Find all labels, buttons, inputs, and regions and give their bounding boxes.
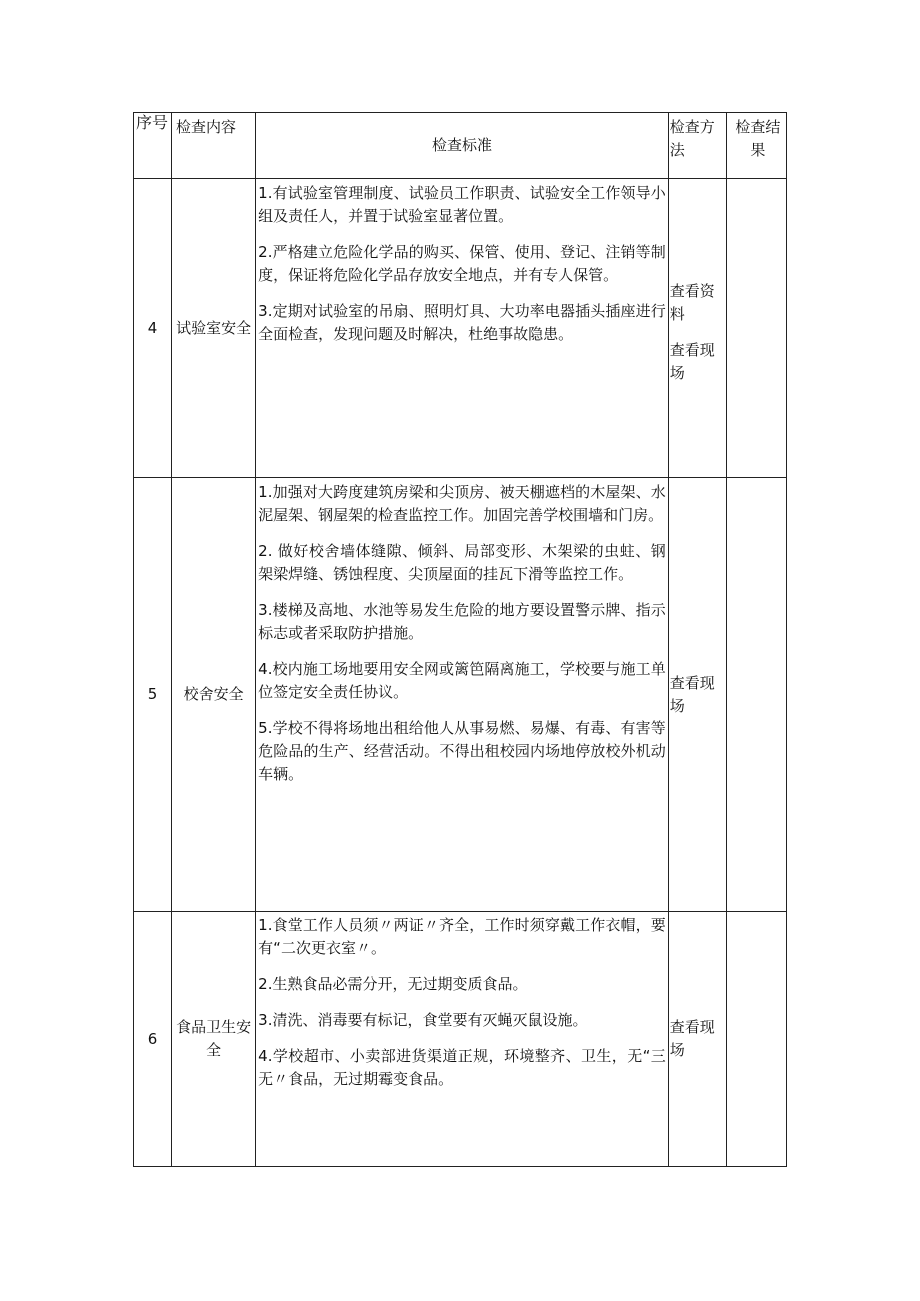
row-methods (668, 912, 726, 1167)
row-result (726, 912, 786, 1167)
standard-item: 2.严格建立危险化学品的购买、保管、使用、登记、注销等制度，保证将危险化学品存放安全地点，并有专人保管。 (258, 243, 666, 284)
row-item: 校舍安全 (172, 478, 256, 912)
row-standards (256, 179, 669, 478)
standard-item: 1.有试验室管理制度、试验员工作职责、试验安全工作领导小组及责任人，并置于试验室显著位置。 (258, 184, 666, 225)
row-methods (668, 478, 726, 912)
standard-item: 4.校内施工场地要用安全网或篱笆隔离施工，学校要与施工单位签定安全责任协议。 (258, 660, 666, 701)
standard-item: 3.定期对试验室的吊扇、照明灯具、大功率电器插头插座进行全面检查，发现问题及时解决，杜绝事故隐患。 (258, 302, 666, 343)
standard-item: 3.楼梯及高地、水池等易发生危险的地方要设置警示牌、指示标志或者采取防护措施。 (258, 601, 666, 642)
row-result (726, 179, 786, 478)
standard-item: 1.食堂工作人员须〃两证〃齐全，工作时须穿戴工作衣帽，要有“二次更衣室〃。 (258, 916, 666, 957)
standard-item: 2. 做好校舍墙体缝隙、倾斜、局部变形、木架梁的虫蛀、钢架梁焊缝、锈蚀程度、尖顶屋面的挂瓦下滑等监控工作。 (258, 542, 666, 583)
header-item: 检查内容 (172, 113, 256, 179)
table-row (134, 478, 787, 912)
method-item: 查看资料 (669, 281, 715, 323)
method-item: 查看现场 (669, 1018, 715, 1059)
row-result (726, 478, 786, 912)
safety-inspection-table (133, 112, 787, 1167)
row-seq: 4 (134, 179, 172, 478)
row-standards (256, 912, 669, 1167)
standard-item: 1.加强对大跨度建筑房梁和尖顶房、被天棚遮档的木屋架、水泥屋架、钢屋架的检查监控工作。加固完善学校围墙和门房。 (258, 483, 666, 524)
standard-item: 3.清洗、消毒要有标记，食堂要有灭蝇灭鼠设施。 (258, 1011, 588, 1029)
method-item: 查看现场 (669, 340, 715, 382)
standard-item: 2.生熟食品必需分开，无过期变质食品。 (258, 975, 528, 993)
header-seq: 序号 (134, 113, 172, 179)
table-row (134, 179, 787, 478)
row-seq: 6 (134, 912, 172, 1167)
row-standards (256, 478, 669, 912)
row-seq: 5 (134, 478, 172, 912)
row-item: 试验室安全 (172, 179, 256, 478)
table-row (134, 912, 787, 1167)
standard-item: 4.学校超市、小卖部进货渠道正规，环境整齐、卫生，无“三无〃食品，无过期霉变食品。 (258, 1047, 666, 1088)
header-result: 检查结果 (726, 113, 786, 179)
header-method: 检查方法 (668, 113, 726, 179)
table-header-row (134, 113, 787, 179)
row-item: 食品卫生安全 (172, 912, 256, 1167)
header-standard: 检查标准 (256, 113, 669, 179)
row-methods (668, 179, 726, 478)
method-item: 查看现场 (669, 673, 715, 715)
standard-item: 5.学校不得将场地出租给他人从事易燃、易爆、有毒、有害等危险品的生产、经营活动。不得出租校园内场地停放校外机动车辆。 (258, 719, 666, 783)
inspection-table-container (133, 112, 787, 1167)
